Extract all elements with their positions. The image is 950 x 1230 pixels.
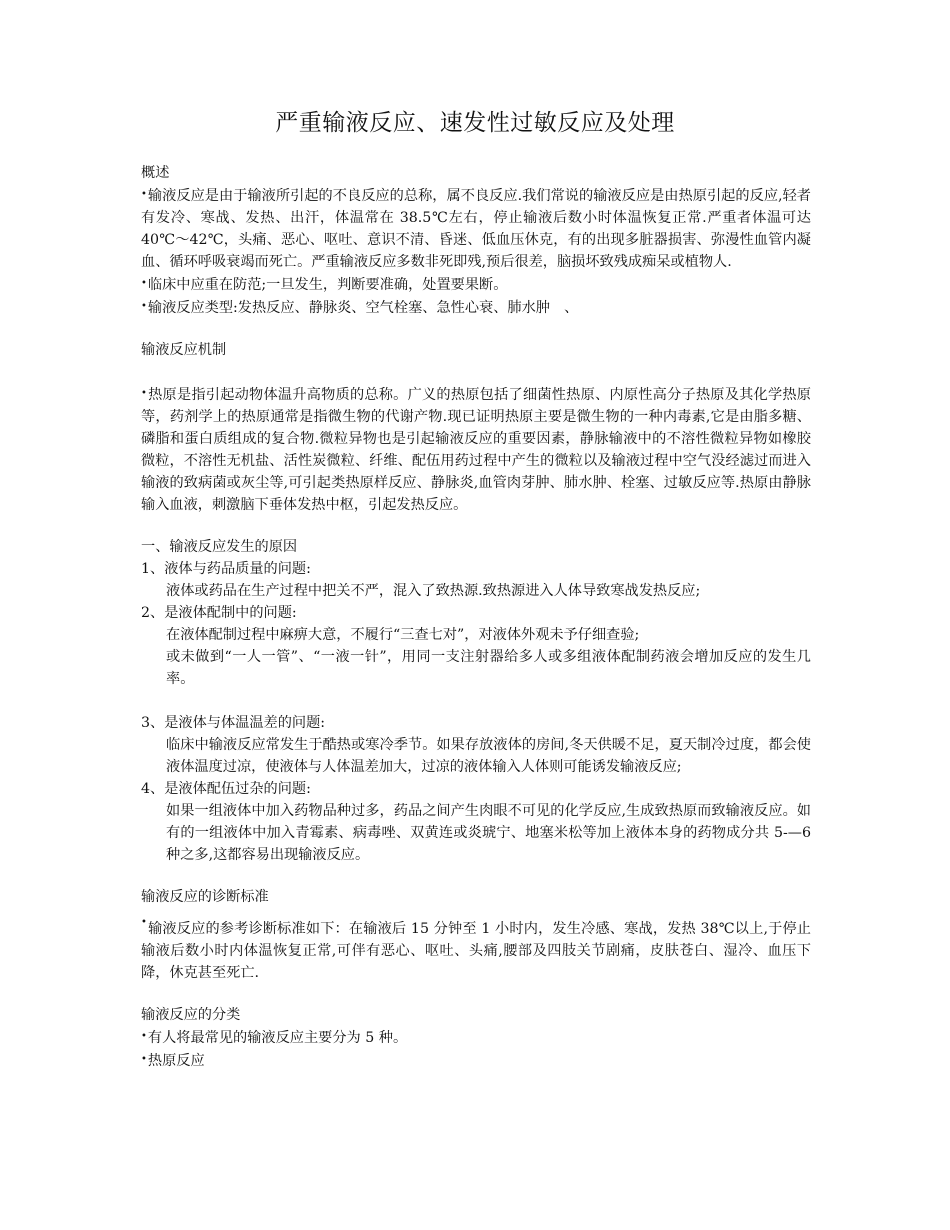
classification-bullet-2-text: 热原反应 xyxy=(147,1053,205,1069)
cause-3-title: 3、是液体与体温温差的问题: xyxy=(141,715,326,731)
document-body xyxy=(141,162,811,1072)
classification-bullet-1-text: 有人将最常见的输液反应主要分为 5 种。 xyxy=(147,1030,408,1046)
overview-bullet-3 xyxy=(141,296,811,319)
mechanism-heading: 输液反应机制 xyxy=(141,342,227,358)
bullet-icon: • xyxy=(141,301,147,312)
bullet-icon: • xyxy=(141,189,147,200)
cause-4-text: 如果一组液体中加入药物品种过多，药品之间产生肉眼不可见的化学反应,生成致热原而致输液反应。如有的一组液体中加入青霉素、病毒唑、双黄连或炎琥宁、地塞米松等加上液体本身的药物成分共 5-—6 种之多,这都容易出现输液反应。 xyxy=(166,803,811,863)
overview-bullet-2-text: 临床中应重在防范;一旦发生，判断要准确，处置要果断。 xyxy=(147,277,508,293)
overview-bullet-3-text: 输液反应类型:发热反应、静脉炎、空气栓塞、急性心衰、肺水肿 、 xyxy=(147,300,579,316)
cause-4-title: 4、是液体配伍过杂的问题: xyxy=(141,781,311,797)
diagnosis-heading: 输液反应的诊断标准 xyxy=(141,889,269,905)
classification-heading: 输液反应的分类 xyxy=(141,1007,241,1023)
overview-bullet-2 xyxy=(141,273,811,296)
classification-bullet-1 xyxy=(141,1026,811,1049)
cause-2-text-a: 在液体配制过程中麻痹大意，不履行“三查七对”，对液体外观未予仔细查验; xyxy=(166,627,640,643)
cause-2-text-b: 或未做到“一人一管”、“一液一针”，用同一支注射器给多人或多组液体配制药液会增加反应的发生几率。 xyxy=(166,649,811,687)
classification-bullet-2 xyxy=(141,1049,811,1072)
cause-3-text: 临床中输液反应常发生于酷热或寒冷季节。如果存放液体的房间,冬天供暖不足，夏天制冷过度，都会使液体温度过凉，使液体与人体温差加大，过凉的液体输入人体则可能诱发输液反应; xyxy=(166,737,811,775)
causes-heading: 一、输液反应发生的原因 xyxy=(141,539,298,555)
diagnosis-bullet xyxy=(141,912,811,984)
document-title: 严重输液反应、速发性过敏反应及处理 xyxy=(275,110,675,136)
mechanism-bullet-1 xyxy=(141,383,811,516)
cause-2-title: 2、是液体配制中的问题: xyxy=(141,605,297,621)
bullet-icon: • xyxy=(141,1054,147,1065)
diagnosis-bullet-text: 输液反应的参考诊断标准如下：在输液后 15 分钟至 1 小时内，发生冷感、寒战，发热 38℃以上,于停止输液后数小时内体温恢复正常,可伴有恶心、呕吐、头痛,腰部及四肢关节剧痛，皮肤苍白、湿冷、血压下降，休克甚至死亡. xyxy=(141,921,811,981)
bullet-icon: • xyxy=(141,278,147,289)
mechanism-bullet-1-text: 热原是指引起动物体温升高物质的总称。广义的热原包括了细菌性热原、内原性高分子热原及其化学热原等，药剂学上的热原通常是指微生物的代谢产物.现已证明热原主要是微生物的一种内毒素,它是由脂多糖、磷脂和蛋白质组成的复合物.微粒异物也是引起输液反应的重要因素，静脉输液中的不溶性微粒异物如橡胶微粒，不溶性无机盐、活性炭微粒、纤维、配伍用药过程中产生的微粒以及输液过程中空气没经滤过而进入输液的致病菌或灰尘等,可引起类热原样反应、静脉炎,血管肉芽肿、肺水肿、栓塞、过敏反应等.热原由静脉输入血液，刺激脑下垂体发热中枢，引起发热反应。 xyxy=(141,387,811,513)
bullet-icon: • xyxy=(141,388,147,399)
cause-1-text: 液体或药品在生产过程中把关不严，混入了致热源.致热源进入人体导致寒战发热反应; xyxy=(166,583,701,599)
bullet-icon: • xyxy=(141,1031,147,1042)
bullet-icon: • xyxy=(141,917,147,928)
cause-1-title: 1、液体与药品质量的问题: xyxy=(141,561,311,577)
overview-bullet-1-text: 输液反应是由于输液所引起的不良反应的总称，属不良反应.我们常说的输液反应是由热原引起的反应,轻者有发冷、寒战、发热、出汗，体温常在 38.5℃左右，停止输液后数小时体温恢复正常.严重者体温可达 40℃～42℃，头痛、恶心、呕吐、意识不清、昏迷、低血压休克，有的出现多脏器损害、弥漫性血管内凝血、循环呼吸衰竭而死亡。严重输液反应多数非死即残,预后很差，脑损坏致残成痴呆或植物人. xyxy=(141,188,811,270)
overview-heading: 概述 xyxy=(141,165,170,181)
overview-bullet-1 xyxy=(141,184,811,273)
